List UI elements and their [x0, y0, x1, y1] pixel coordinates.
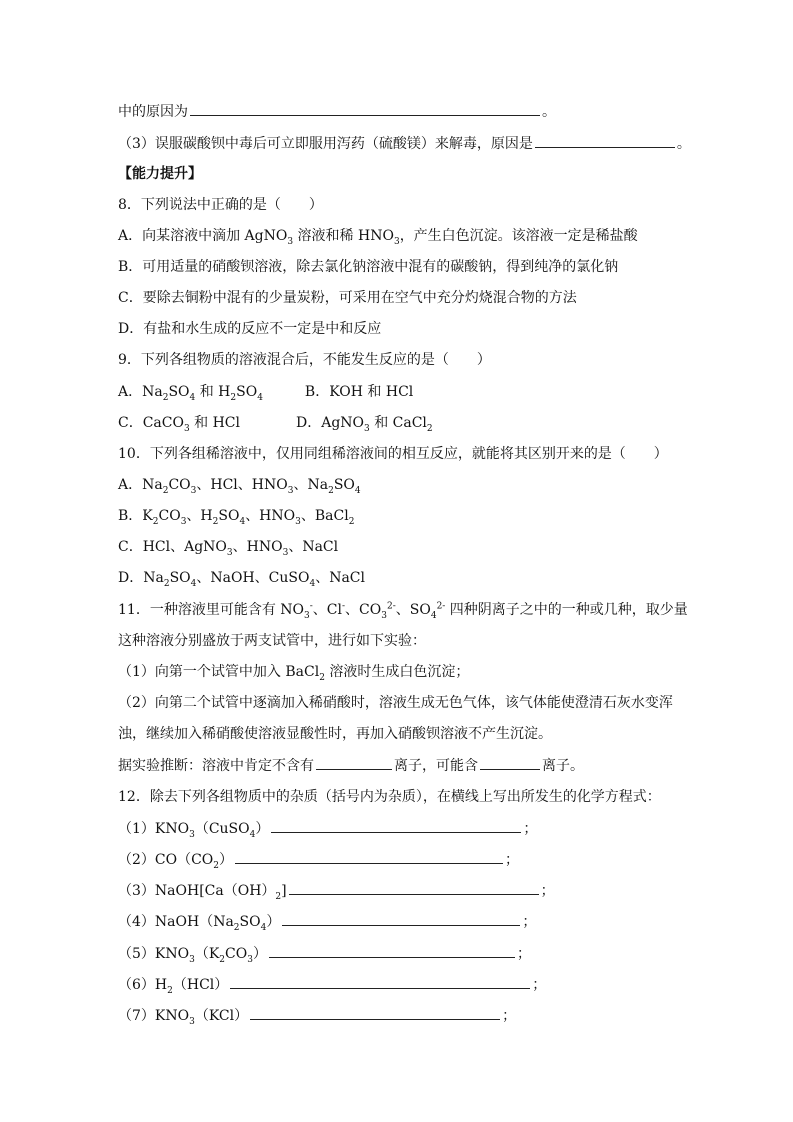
answer-blank[interactable]	[316, 755, 392, 770]
answer-blank[interactable]	[230, 974, 530, 989]
answer-blank[interactable]	[190, 101, 540, 116]
text-line: $(3)NaOH[Ca(OH)_2]$ ；	[118, 880, 555, 901]
text-line: $(4)NaOH(Na_2SO_4)$ ；	[118, 911, 536, 932]
text-line: A．向某溶液中滴加 AgNO$_3$ 溶液和稀 $HNO_3$，产生白色沉淀。该溶液一定是稀盐酸	[118, 228, 638, 247]
text-line: A．$Na_2CO_3$、HCl、$HNO_3$、$Na_2SO_4$	[118, 477, 361, 496]
text-line: $(5)KNO_3(K_2CO_3)$ ；	[118, 943, 531, 964]
section-heading: 【能力提升】	[118, 166, 202, 182]
answer-blank[interactable]	[271, 818, 521, 833]
text-line: $(1)KNO_3(CuSO_4)$ ；	[118, 818, 537, 839]
answer-blank[interactable]	[235, 849, 503, 864]
text-line: 9．下列各组物质的溶液混合后，不能发生反应的是（ ）	[118, 352, 491, 368]
text-line: 11．一种溶液里可能含有 $NO_3^-$、Cl-、$CO_3^{2-}$、$SO_4^{2-}$ 四种阴离子之中的一种或几种，取少量	[118, 601, 688, 621]
text-line: （2）向第二个试管中逐滴加入稀硝酸时，溶液生成无色气体，该气体能使澄清石灰水变浑	[118, 695, 673, 711]
text-line: （3）误服碳酸钡中毒后可立即服用泻药（硫酸镁）来解毒，原因是 。	[118, 133, 691, 154]
answer-blank[interactable]	[289, 880, 539, 895]
text-line: B．$K_2CO_3$、$H_2SO_4$、$HNO_3$、BaCl$_2$	[118, 508, 355, 527]
answer-blank[interactable]	[535, 133, 675, 148]
text-line: B．可用适量的硝酸钡溶液，除去氯化钠溶液中混有的碳酸钠，得到纯净的氯化钠	[118, 259, 619, 275]
text-line: C．要除去铜粉中混有的少量炭粉，可采用在空气中充分灼烧混合物的方法	[118, 290, 577, 306]
text-line: 据实验推断：溶液中肯定不含有 离子，可能含 离子。	[118, 755, 584, 776]
text-line: 这种溶液分别盛放于两支试管中，进行如下实验：	[118, 633, 426, 649]
text-line: 8．下列说法中正确的是（ ）	[118, 197, 323, 213]
answer-blank[interactable]	[250, 1005, 500, 1020]
text-line: $(7)KNO_3(KCl)$ ；	[118, 1005, 516, 1026]
text-line: $(6)H_2(HCl)$ ；	[118, 974, 546, 995]
text-line: 10．下列各组稀溶液中，仅用同组稀溶液间的相互反应，就能将其区别开来的是（ ）	[118, 446, 668, 462]
answer-blank[interactable]	[269, 943, 515, 958]
text-line: D．有盐和水生成的反应不一定是中和反应	[118, 321, 382, 337]
text-line: 中的原因为 。	[118, 101, 556, 122]
text-line: D．$Na_2SO_4$、NaOH、CuSO$_4$、NaCl	[118, 570, 365, 589]
answer-blank[interactable]	[282, 911, 520, 926]
answer-blank[interactable]	[480, 755, 540, 770]
text-line: 浊，继续加入稀硝酸使溶液显酸性时，再加入硝酸钡溶液不产生沉淀。	[118, 726, 552, 742]
text-line: C．HCl、AgNO$_3$、$HNO_3$、NaCl	[118, 539, 339, 558]
text-line: $(2)CO(CO_2)$ ；	[118, 849, 519, 870]
text-line: （1）向第一个试管中加入 BaCl$_2$ 溶液时生成白色沉淀；	[118, 664, 470, 683]
text-line: A．$Na_2SO_4$ 和 $H_2SO_4$ B．KOH 和 HCl	[118, 384, 414, 403]
text-line: C．CaCO$_3$ 和 HCl D．AgNO$_3$ 和 CaCl$_2$	[118, 415, 433, 434]
text-line: 12．除去下列各组物质中的杂质（括号内为杂质），在横线上写出所发生的化学方程式：	[118, 789, 661, 805]
